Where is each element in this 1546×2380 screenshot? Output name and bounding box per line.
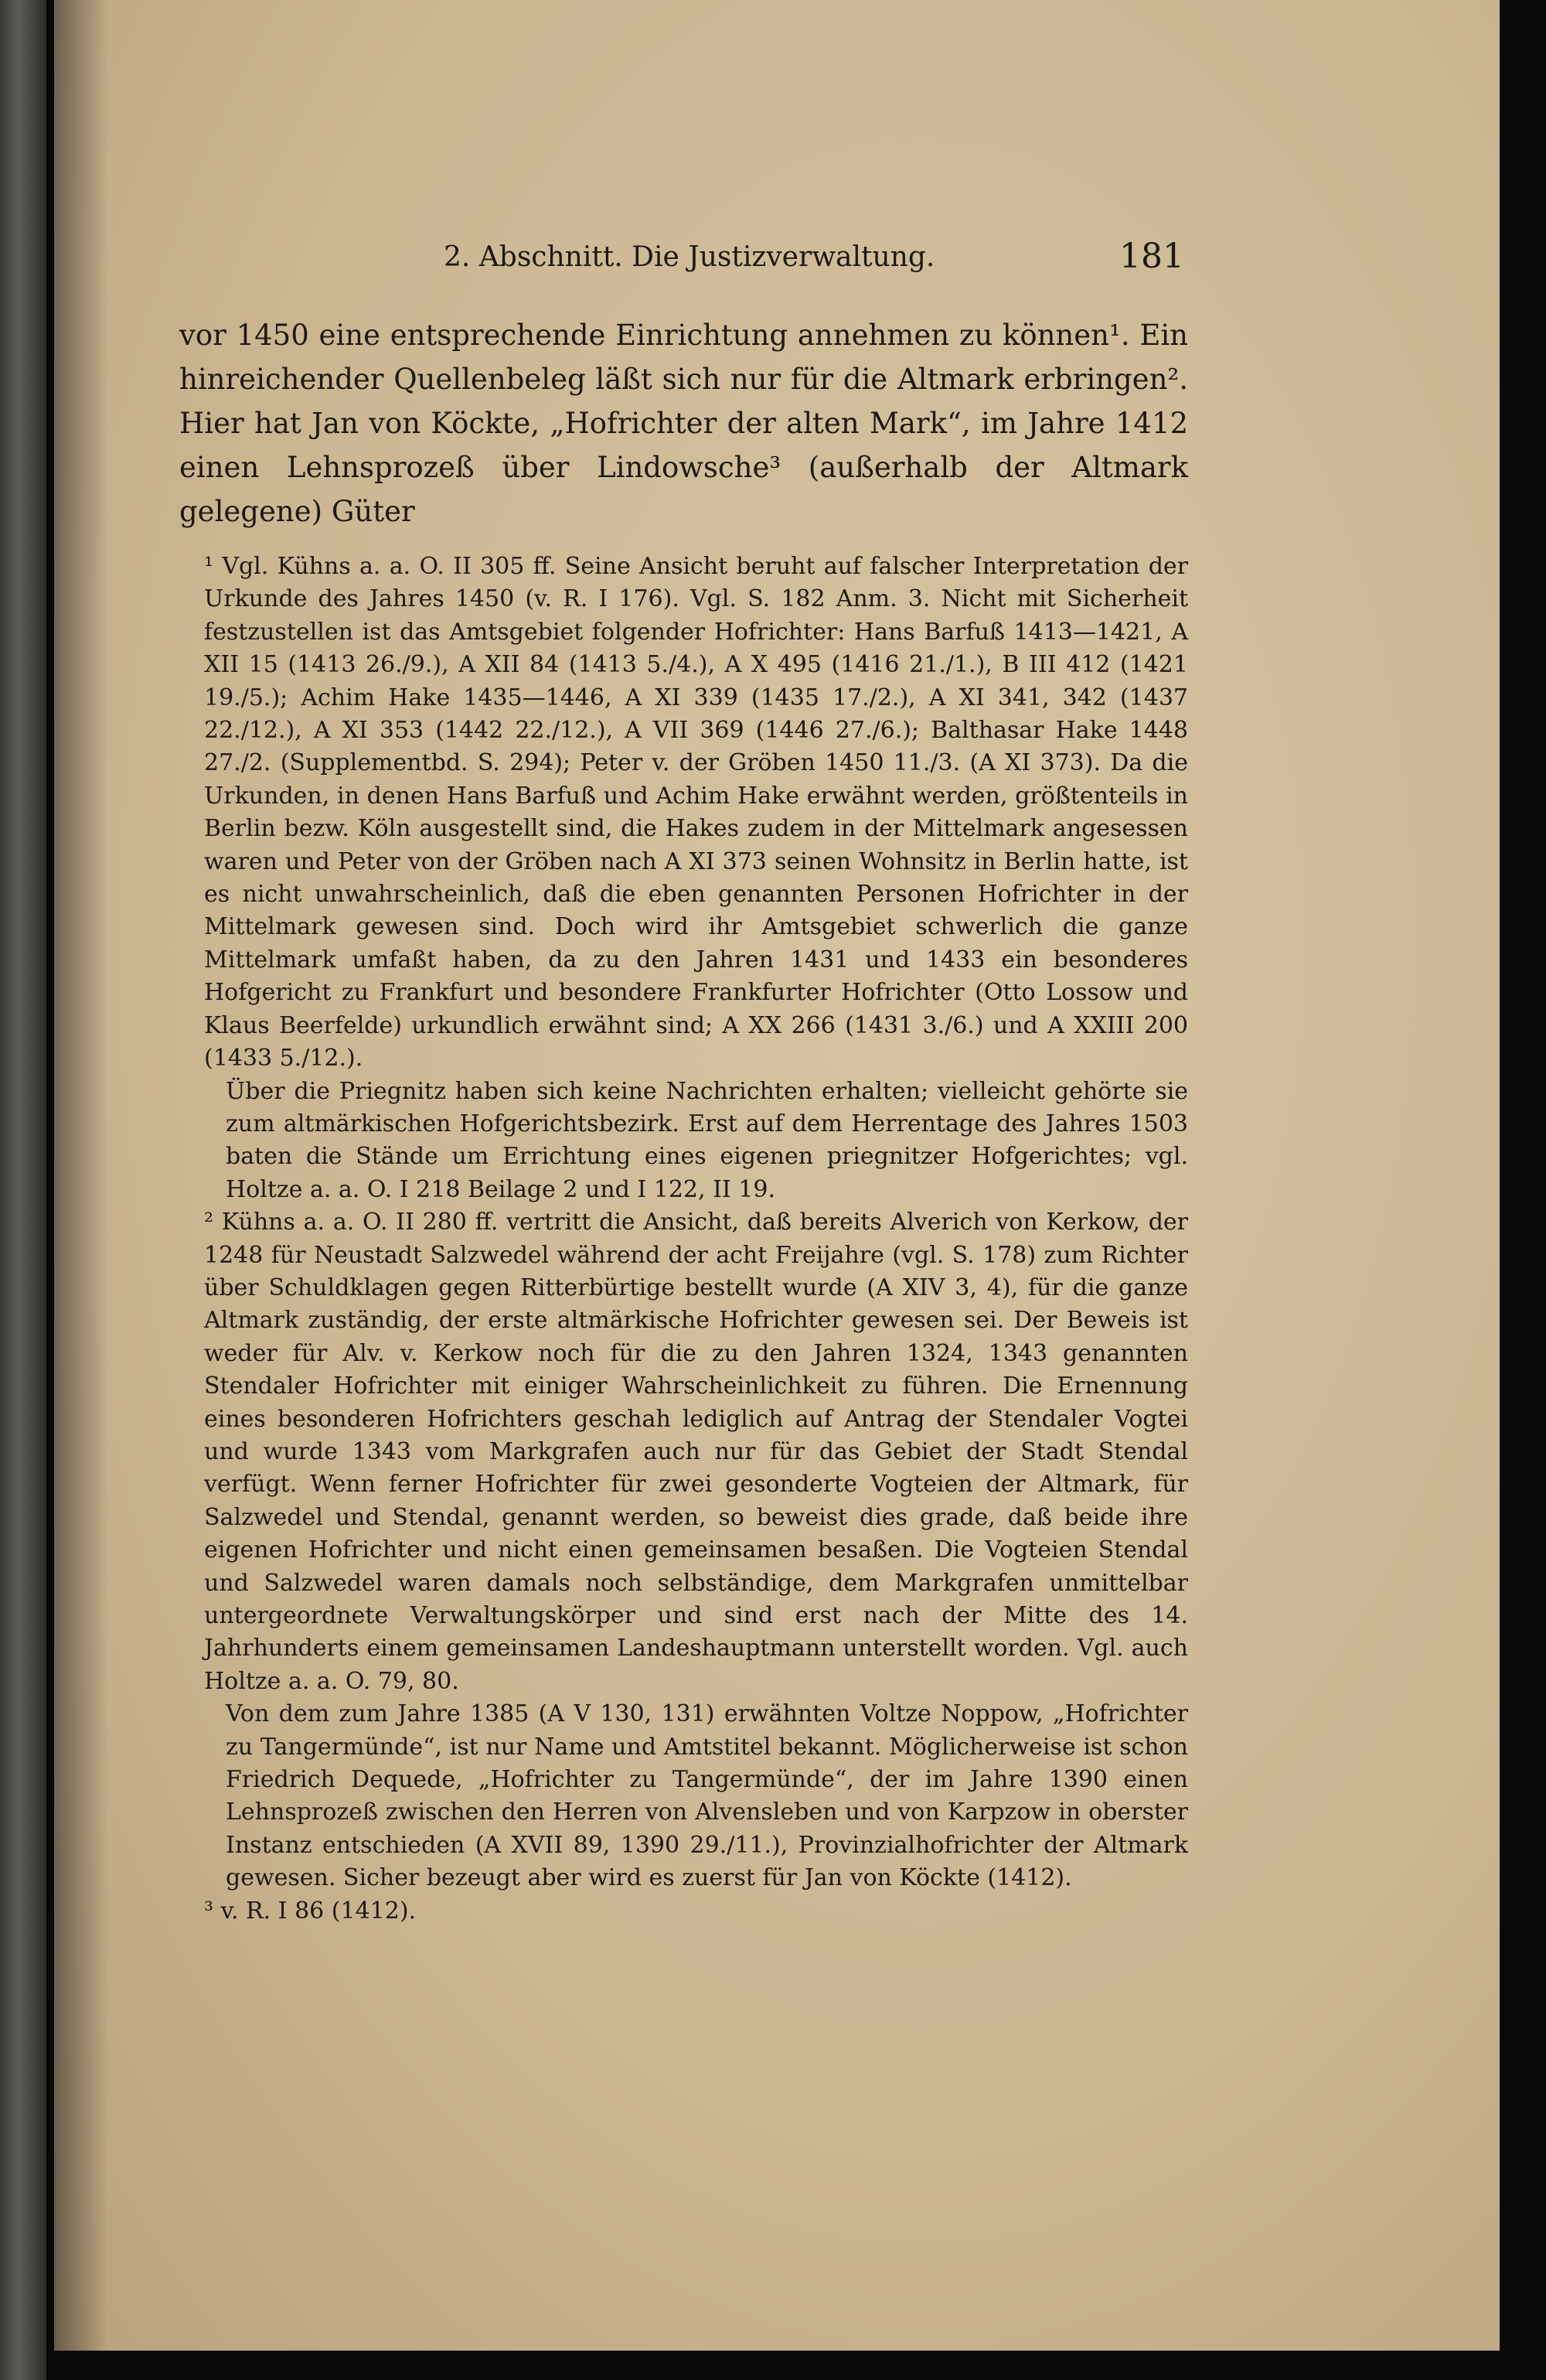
page-number: 181 bbox=[1119, 237, 1184, 276]
footnote-3: ³ v. R. I 86 (1412). bbox=[204, 1897, 417, 1925]
main-paragraph: vor 1450 eine entsprechende Einrichtung annehmen zu können¹. Ein hinreichender Quellenbeleg läßt sich nur für die Altmark erbringen². Hier hat Jan von Köckte, „Hofrichter der alten Mark“, im Jahre 1412 einen Lehnsprozeß über Lindowsche³ (außerhalb der Altmark gelegene) Güter bbox=[179, 319, 1188, 528]
footnote-2: ² Kühns a. a. O. II 280 ff. vertritt die Ansicht, daß bereits Alverich von Kerkow, der 1248 für Neustadt Salzwedel während der acht Freijahre (vgl. S. 178) zum Richter über Schuldklagen gegen Ritterbürtige bestellt wurde (A XIV 3, 4), für die ganze Altmark zuständig, der erste altmärkische Hofrichter gewesen sei. Der Beweis ist weder für Alv. v. Kerkow noch für die zu den Jahren 1324, 1343 genannten Stendaler Hofrichter mit einiger Wahrscheinlichkeit zu führen. Die Ernennung eines besonderen Hofrichters geschah lediglich auf Antrag der Stendaler Vogtei und wurde 1343 vom Markgrafen auch nur für das Gebiet der Stadt Stendal verfügt. Wenn ferner Hofrichter für zwei gesonderte Vogteien der Altmark, für Salzwedel und Stendal, genannt werden, so beweist dies grade, daß beide ihre eigenen Hofrichter und nicht einen gemeinsamen besaßen. Die Vogteien Stendal und Salzwedel waren damals noch selbständige, dem Markgrafen unmittelbar untergeordnete Verwaltungskörper und sind erst nach der Mitte des 14. Jahrhunderts einem gemeinsamen Landeshauptmann unterstellt worden. Vgl. auch Holtze a. a. O. 79, 80. bbox=[204, 1209, 1188, 1695]
running-head bbox=[179, 237, 1184, 288]
spine-shadow bbox=[54, 0, 108, 2351]
running-head-title: 2. Abschnitt. Die Justizverwaltung. bbox=[444, 241, 935, 273]
footnote-2-continuation: Von dem zum Jahre 1385 (A V 130, 131) erwähnten Voltze Noppow, „Hofrichter zu Tangermünde“, ist nur Name und Amtstitel bekannt. Möglicherweise ist schon Friedrich Dequede, „Hofrichter zu Tangermünde“, der im Jahre 1390 einen Lehnsprozeß zwischen den Herren von Alvensleben und von Karpzow in oberster Instanz entschieden (A XVII 89, 1390 29./11.), Provinzialhofrichter der Altmark gewesen. Sicher bezeugt aber wird es zuerst für Jan von Köckte (1412). bbox=[226, 1700, 1188, 1892]
book-edge bbox=[0, 0, 46, 2380]
footnotes bbox=[179, 551, 1188, 1928]
footnote-1-continuation: Über die Priegnitz haben sich keine Nachrichten erhalten; vielleicht gehörte sie zum altmärkischen Hofgerichtsbezirk. Erst auf dem Herrentage des Jahres 1503 baten die Stände um Errichtung eines eigenen priegnitzer Hofgerichtes; vgl. Holtze a. a. O. I 218 Beilage 2 und I 122, II 19. bbox=[226, 1077, 1188, 1203]
main-text bbox=[179, 313, 1188, 534]
footnote-1: ¹ Vgl. Kühns a. a. O. II 305 ff. Seine Ansicht beruht auf falscher Interpretation der Urkunde des Jahres 1450 (v. R. I 176). Vgl. S. 182 Anm. 3. Nicht mit Sicherheit festzustellen ist das Amtsgebiet folgender Hofrichter: Hans Barfuß 1413—1421, A XII 15 (1413 26./9.), A XII 84 (1413 5./4.), A X 495 (1416 21./1.), B III 412 (1421 19./5.); Achim Hake 1435—1446, A XI 339 (1435 17./2.), A XI 341, 342 (1437 22./12.), A XI 353 (1442 22./12.), A VII 369 (1446 27./6.); Balthasar Hake 1448 27./2. (Supplementbd. S. 294); Peter v. der Gröben 1450 11./3. (A XI 373). Da die Urkunden, in denen Hans Barfuß und Achim Hake erwähnt werden, größtenteils in Berlin bezw. Köln ausgestellt sind, die Hakes zudem in der Mittelmark angesessen waren und Peter von der Gröben nach A XI 373 seinen Wohnsitz in Berlin hatte, ist es nicht unwahrscheinlich, daß die eben genannten Personen Hofrichter in der Mittelmark gewesen sind. Doch wird ihr Amtsgebiet schwerlich die ganze Mittelmark umfaßt haben, da zu den Jahren 1431 und 1433 ein besonderes Hofgericht zu Frankfurt und besondere Frankfurter Hofrichter (Otto Lossow und Klaus Beerfelde) urkundlich erwähnt sind; A XX 266 (1431 3./6.) und A XXIII 200 (1433 5./12.). bbox=[204, 553, 1188, 1072]
